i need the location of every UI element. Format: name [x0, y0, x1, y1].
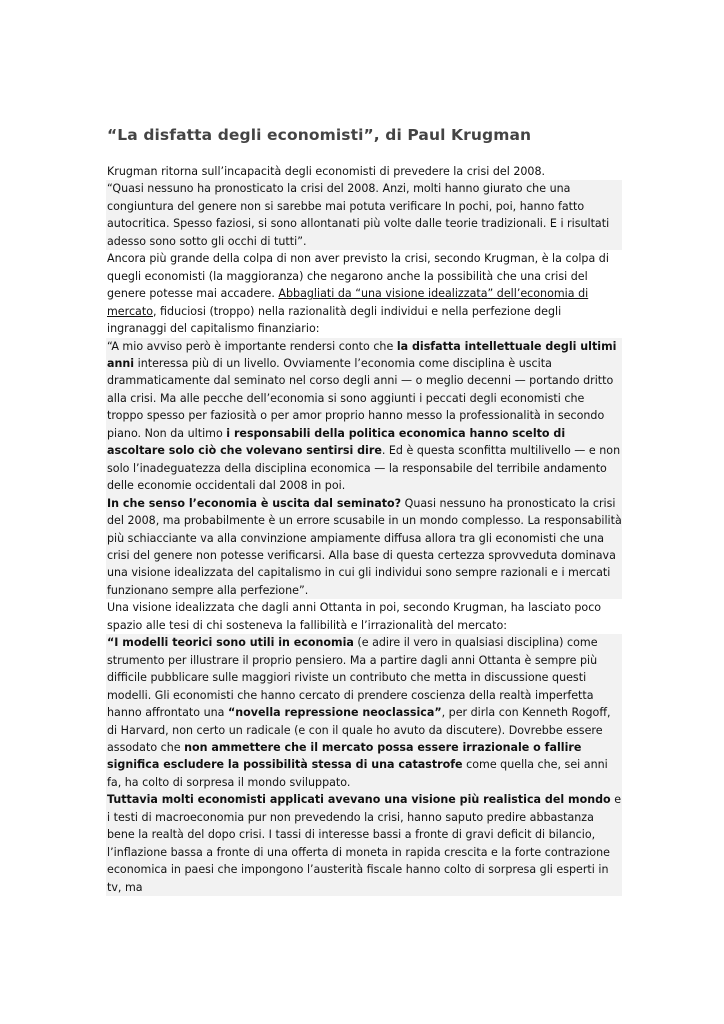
bold-text: i responsabili della politica economica hanno scelto di ascoltare solo ciò che volevano sentirsi dire: [107, 426, 566, 458]
article-body: [106, 163, 622, 896]
bold-text: Tuttavia molti economisti applicati avevano una visione più realistica del mondo: [107, 793, 611, 807]
bold-text: la disfatta intellettuale degli ultimi anni: [107, 339, 617, 370]
text-run: e i testi di macroeconomia pur non prevedendo la crisi, hanno saputo predire abbastanza bene la realtà del dopo crisi. I tassi di interesse bassi a fronte di gravi deficit di bilancio, l’inflazione bassa a fronte di una offerta di moneta in rapida crescita e la forte contrazione economica in paesi che impongono l’austerità fiscale hanno colto di sorpresa gli esperti in tv, ma: [107, 793, 622, 894]
bold-text: non ammettere che il mercato possa essere irrazionale o fallire significa escludere la possibilità stessa di una catastrofe: [107, 740, 582, 772]
text-run: “Quasi nessuno ha pronosticato la crisi del 2008. Anzi, molti hanno giurato che una congiuntura del genere non si sarebbe mai potuta verificare In pochi, poi, hanno fatto autocritica. Spesso faziosi, si sono allontanati più volte dalle teorie tradizionali. E i risultati adesso sono sotto gli occhi di tutti”.: [107, 182, 610, 248]
text-run: come quella che, sei anni fa, ha colto di sorpresa il mondo sviluppato.: [107, 758, 608, 789]
text-run: Krugman ritorna sull’incapacità degli economisti di prevedere la crisi del 2008.: [107, 165, 546, 178]
underlined-text: Abbagliati da “una visione idealizzata” dell’economia di mercato: [107, 287, 589, 318]
paragraph: [106, 338, 622, 495]
text-run: . Ed è questa sconfitta multilivello — e non solo l’inadeguatezza della disciplina economica — la responsabile del terribile andamento delle economie occidentali dal 2008 in poi.: [107, 444, 621, 493]
paragraph: [106, 180, 622, 250]
paragraph: [106, 495, 622, 600]
text-run: , per dirla con Kenneth Rogoff, di Harvard, non certo un radicale (e con il quale ho avuto da discutere). Dovrebbe essere assodato che: [107, 706, 611, 754]
paragraph: [106, 634, 622, 791]
bold-text: “novella repressione neoclassica”: [227, 706, 442, 720]
text-run: Una visione idealizzata che dagli anni Ottanta in poi, secondo Krugman, ha lasciato poco spazio alle tesi di chi sosteneva la fallibilità e l’irrazionalità del mercato:: [107, 601, 602, 632]
text-run: “A mio avviso però è importante rendersi conto che: [107, 339, 397, 353]
paragraph: [106, 599, 622, 634]
text-run: (e adire il vero in qualsiasi disciplina) come strumento per illustrare il proprio pensiero. Ma a partire dagli anni Ottanta è sempre più difficile pubblicare sulle maggiori riviste un contributo che metta in discussione questi modelli. Gli economisti che hanno cercato di prendere coscienza della realtà imperfetta hanno affrontato una: [107, 636, 598, 720]
bold-text: In che senso l’economia è uscita dal seminato?: [107, 496, 402, 510]
text-run: interessa più di un livello. Ovviamente l’economia come disciplina è uscita drammaticamente dal seminato nel corso degli anni — o meglio decenni — portando dritto alla crisi. Ma alle pecche dell’economia si sono aggiunti i peccati degli economisti che troppo spesso per faziosità o per amor proprio hanno messo la professionalità in secondo piano. Non da ultimo: [107, 356, 614, 440]
text-run: Quasi nessuno ha pronosticato la crisi del 2008, ma probabilmente è un errore scusabile in un mondo complesso. La responsabilità più schiacciante va alla convinzione ampiamente diffusa allora tra gli economisti che una crisi del genere non potesse verificarsi. Alla base di questa certezza sprovveduta dominava una visione idealizzata del capitalismo in cui gli individui sono sempre razionali e i mercati funzionano sempre alla perfezione”.: [107, 496, 622, 597]
bold-text: “I modelli teorici sono utili in economia: [107, 636, 354, 650]
text-run: Ancora più grande della colpa di non aver previsto la crisi, secondo Krugman, è la colpa di quegli economisti (la maggioranza) che negarono anche la possibilità che una crisi del genere potesse mai accadere.: [107, 252, 609, 301]
article-title: “La disfatta degli economisti”, di Paul Krugman: [107, 126, 532, 144]
paragraph: [106, 250, 622, 337]
text-run: , fiduciosi (troppo) nella razionalità degli individui e nella perfezione degli ingranaggi del capitalismo finanziario:: [107, 304, 562, 336]
paragraph: [106, 791, 622, 896]
paragraph: [106, 163, 622, 180]
